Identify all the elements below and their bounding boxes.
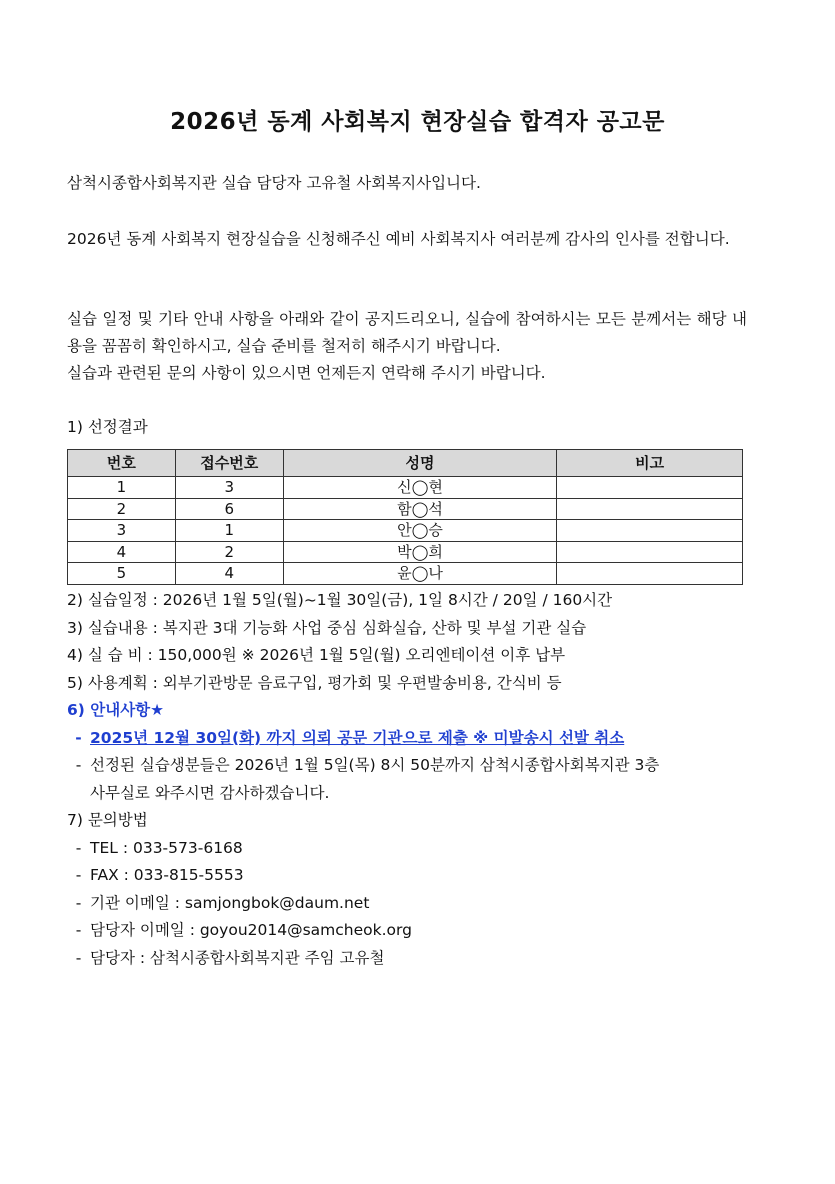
cell-remark — [557, 498, 743, 520]
cell-name: 안◯승 — [283, 520, 557, 542]
intro-contact: 실습과 관련된 문의 사항이 있으시면 언제든지 연락해 주시기 바랍니다. — [67, 364, 546, 382]
cell-number: 3 — [68, 520, 176, 542]
notice-heading: 6) 안내사항★ — [67, 701, 165, 719]
bullet-dash: - — [75, 728, 82, 747]
table-row — [68, 477, 743, 499]
contact-person-text: 담당자 : 삼척시종합사회복지관 주임 고유철 — [90, 948, 385, 967]
cell-receipt-number: 2 — [175, 541, 283, 563]
cell-name: 박◯희 — [283, 541, 557, 563]
cell-number: 5 — [68, 563, 176, 585]
schedule-line: 2) 실습일정 : 2026년 1월 5일(월)~1월 30일(금), 1일 8시간 / 20일 / 160시간 — [67, 591, 613, 609]
contact-staff-email — [67, 917, 757, 945]
table-row — [68, 520, 743, 542]
details-list — [67, 587, 757, 972]
intro-guide: 실습 일정 및 기타 안내 사항을 아래와 같이 공지드리오니, 실습에 참여하시는 모든 분께서는 해당 내용을 꼼꼼히 확인하시고, 실습 준비를 철저히 해주시기 바랍니다. — [67, 310, 747, 355]
bullet-dash: - — [75, 756, 82, 774]
contact-staff-email-text: 담당자 이메일 : goyou2014@samcheok.org — [90, 921, 412, 939]
notice-arrival-continuation: 사무실로 와주시면 감사하겠습니다. — [90, 783, 330, 802]
notice-arrival-text: 선정된 실습생분들은 2026년 1월 5일(목) 8시 50분까지 삼척시종합사회복지관 3층 — [90, 756, 660, 774]
contact-org-email-text: 기관 이메일 : samjongbok@daum.net — [90, 893, 370, 912]
table-row — [68, 563, 743, 585]
contact-tel — [67, 835, 757, 863]
bullet-dash: - — [75, 866, 82, 884]
column-header: 성명 — [283, 450, 557, 477]
section-selection-heading: 1) 선정결과 — [67, 418, 148, 436]
cell-receipt-number: 1 — [175, 520, 283, 542]
contact-fax-text: FAX : 033-815-5553 — [90, 866, 244, 884]
cell-number: 4 — [68, 541, 176, 563]
notice-arrival-line — [67, 752, 757, 780]
content-line: 3) 실습내용 : 복지관 3대 기능화 사업 중심 심화실습, 산하 및 부설 기관 실습 — [67, 618, 587, 637]
cell-remark — [557, 520, 743, 542]
cell-remark — [557, 477, 743, 499]
intro-greeting: 삼척시종합사회복지관 실습 담당자 고유철 사회복지사입니다. — [67, 174, 481, 192]
fee-line: 4) 실 습 비 : 150,000원 ※ 2026년 1월 5일(월) 오리엔테이션 이후 납부 — [67, 646, 566, 664]
selection-result-table — [67, 449, 743, 585]
notice-deadline-text: 2025년 12월 30일(화) 까지 의뢰 공문 기관으로 제출 ※ 미발송시 선발 취소 — [90, 728, 625, 747]
column-header: 접수번호 — [175, 450, 283, 477]
bullet-dash: - — [75, 893, 82, 912]
column-header: 비고 — [557, 450, 743, 477]
bullet-dash: - — [75, 948, 82, 967]
notice-deadline-line — [67, 725, 757, 753]
cell-remark — [557, 563, 743, 585]
table-row — [68, 498, 743, 520]
contact-tel-text: TEL : 033-573-6168 — [90, 838, 243, 857]
cell-receipt-number: 6 — [175, 498, 283, 520]
cell-remark — [557, 541, 743, 563]
cell-name: 함◯석 — [283, 498, 557, 520]
column-header: 번호 — [68, 450, 176, 477]
cell-name: 윤◯나 — [283, 563, 557, 585]
contact-person — [67, 945, 757, 973]
cell-number: 1 — [68, 477, 176, 499]
cell-receipt-number: 3 — [175, 477, 283, 499]
contact-heading: 7) 문의방법 — [67, 811, 148, 829]
bullet-dash: - — [75, 838, 82, 857]
cell-receipt-number: 4 — [175, 563, 283, 585]
intro-thanks: 2026년 동계 사회복지 현장실습을 신청해주신 예비 사회복지사 여러분께 감사의 인사를 전합니다. — [67, 230, 730, 248]
bullet-dash: - — [75, 921, 82, 939]
page-title: 2026년 동계 사회복지 현장실습 합격자 공고문 — [170, 109, 665, 135]
contact-org-email — [67, 890, 757, 918]
cell-name: 신◯현 — [283, 477, 557, 499]
cell-number: 2 — [68, 498, 176, 520]
table-row — [68, 541, 743, 563]
table-header-row — [68, 450, 743, 477]
contact-fax — [67, 862, 757, 890]
usage-line: 5) 사용계획 : 외부기관방문 음료구입, 평가회 및 우편발송비용, 간식비 등 — [67, 673, 562, 692]
